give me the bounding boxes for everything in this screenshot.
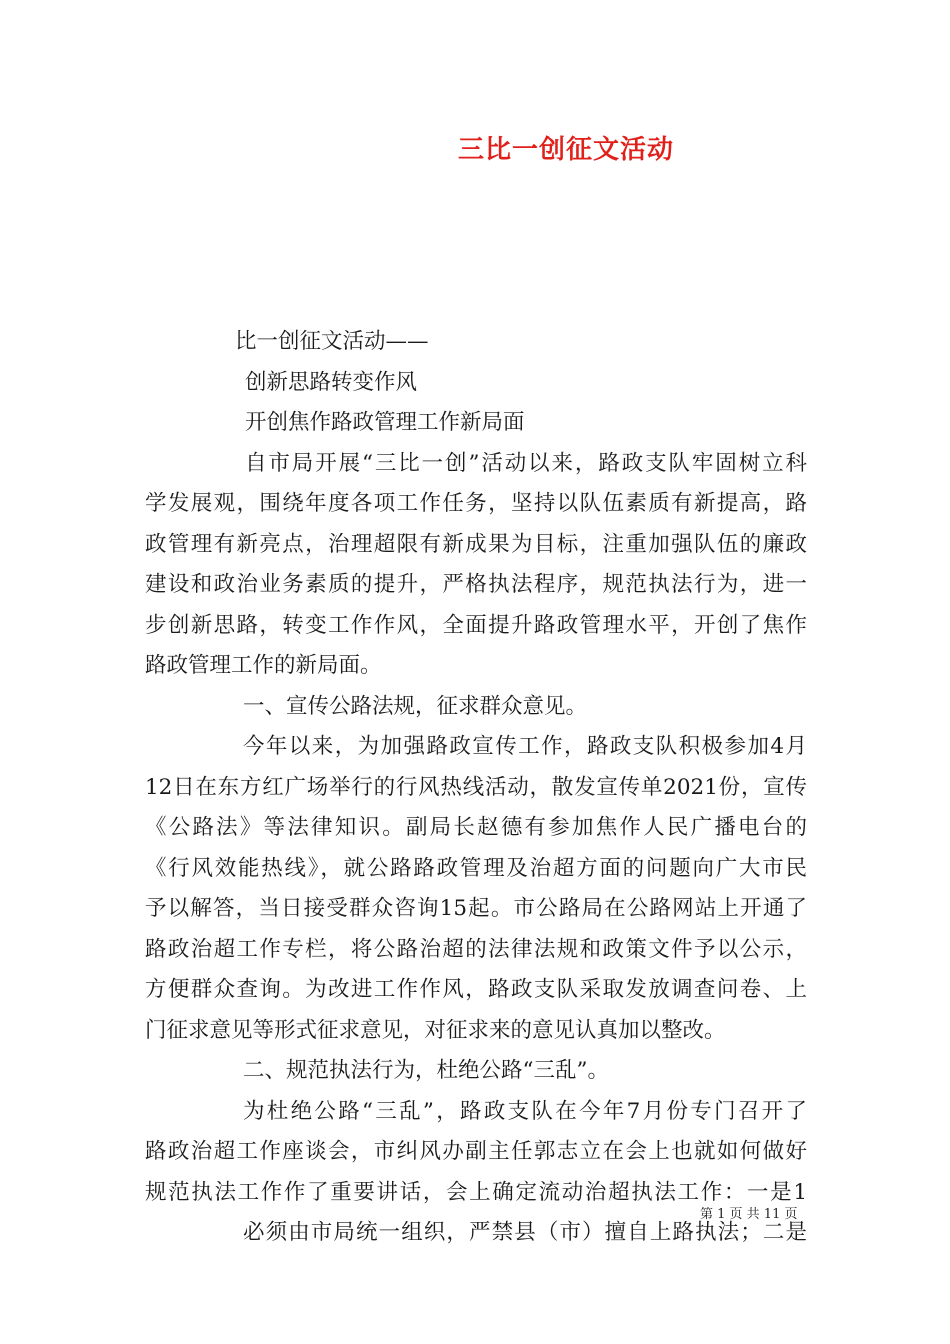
page-number: 第 1 页 共 11 页 (700, 1207, 798, 1222)
paragraph-line: 门征求意见等形式征求意见，对征求来的意见认真加以整改。 (145, 1017, 726, 1043)
heading-line: 比一创征文活动—— (235, 329, 429, 354)
paragraph-line: 方便群众查询。为改进工作作风，路政支队采取发放调查问卷、上 (145, 977, 807, 1002)
paragraph-line: 路政治超工作专栏，将公路治超的法律法规和政策文件予以公示， (145, 936, 807, 962)
paragraph-line: 规范执法工作作了重要讲话，会上确定流动治超执法工作：一是1 (145, 1179, 807, 1205)
paragraph-line: 建设和政治业务素质的提升，严格执法程序，规范执法行为，进一 (145, 572, 807, 597)
paragraph-line: 12日在东方红广场举行的行风热线活动，散发宣传单2021份，宣传 (145, 774, 807, 800)
paragraph-line: 步创新思路，转变工作作风，全面提升路政管理水平，开创了焦作 (145, 612, 807, 638)
paragraph-line: 政管理有新亮点，治理超限有新成果为目标，注重加强队伍的廉政 (145, 531, 807, 557)
paragraph-line: 学发展观，围绕年度各项工作任务，坚持以队伍素质有新提高，路 (145, 491, 807, 516)
paragraph-line: 予以解答，当日接受群众咨询15起。市公路局在公路网站上开通了 (145, 896, 807, 921)
paragraph-line: 必须由市局统一组织，严禁县（市）擅自上路执法；二是 (243, 1220, 807, 1245)
section-heading: 一、宣传公路法规，征求群众意见。 (243, 693, 588, 719)
paragraph-line: 《行风效能热线》，就公路路政管理及治超方面的问题向广大市民 (145, 855, 807, 881)
paragraph-line: 路政治超工作座谈会，市纠风办副主任郭志立在会上也就如何做好 (145, 1139, 807, 1164)
paragraph-line: 路政管理工作的新局面。 (145, 653, 382, 678)
section-heading: 二、规范执法行为，杜绝公路“三乱”。 (243, 1058, 609, 1083)
paragraph-line: 自市局开展“三比一创”活动以来，路政支队牢固树立科 (245, 450, 807, 476)
document-body (145, 322, 807, 1254)
paragraph-line: 今年以来，为加强路政宣传工作，路政支队积极参加4月 (243, 734, 807, 759)
heading-line: 开创焦作路政管理工作新局面 (245, 410, 525, 435)
paragraph-line: 《公路法》等法律知识。副局长赵德有参加焦作人民广播电台的 (145, 815, 807, 840)
document-title: 三比一创征文活动 (457, 135, 674, 165)
paragraph-line: 为杜绝公路“三乱”，路政支队在今年7月份专门召开了 (243, 1098, 807, 1124)
heading-line: 创新思路转变作风 (245, 369, 418, 395)
